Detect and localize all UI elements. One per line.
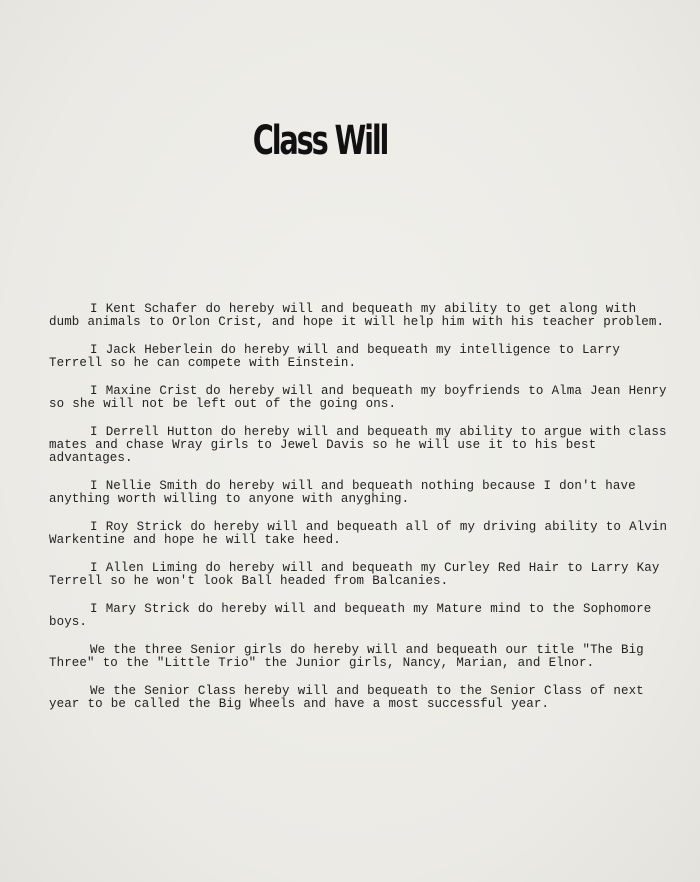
page-title: Class Will bbox=[252, 118, 388, 164]
will-paragraph: I Mary Strick do hereby will and bequeath my Mature mind to the Sophomore boys. bbox=[49, 602, 652, 629]
will-paragraph: We the Senior Class hereby will and bequeath to the Senior Class of next year to be called the Big Wheels and have a most successful year. bbox=[49, 684, 644, 711]
will-paragraph: I Maxine Crist do hereby will and bequeath my boyfriends to Alma Jean Henry so she will not be left out of the going ons. bbox=[49, 384, 667, 411]
will-paragraph: I Jack Heberlein do hereby will and bequeath my intelligence to Larry Terrell so he can compete with Einstein. bbox=[49, 343, 620, 370]
will-paragraph: I Kent Schafer do hereby will and bequeath my ability to get along with dumb animals to Orlon Crist, and hope it will help him with his teacher problem. bbox=[49, 302, 665, 329]
will-paragraph: I Roy Strick do hereby will and bequeath all of my driving ability to Alvin Warkentine and hope he will take heed. bbox=[49, 520, 668, 547]
document-body bbox=[49, 303, 669, 726]
will-paragraph: We the three Senior girls do hereby will and bequeath our title "The Big Three" to the "Little Trio" the Junior girls, Nancy, Marian, and Elnor. bbox=[49, 643, 644, 670]
will-paragraph: I Derrell Hutton do hereby will and bequeath my ability to argue with class mates and chase Wray girls to Jewel Davis so he will use it to his best advantages. bbox=[49, 425, 667, 465]
will-paragraph: I Nellie Smith do hereby will and bequeath nothing because I don't have anything worth willing to anyone with anyghing. bbox=[49, 479, 636, 506]
will-paragraph: I Allen Liming do hereby will and bequeath my Curley Red Hair to Larry Kay Terrell so he won't look Ball headed from Balcanies. bbox=[49, 561, 660, 588]
